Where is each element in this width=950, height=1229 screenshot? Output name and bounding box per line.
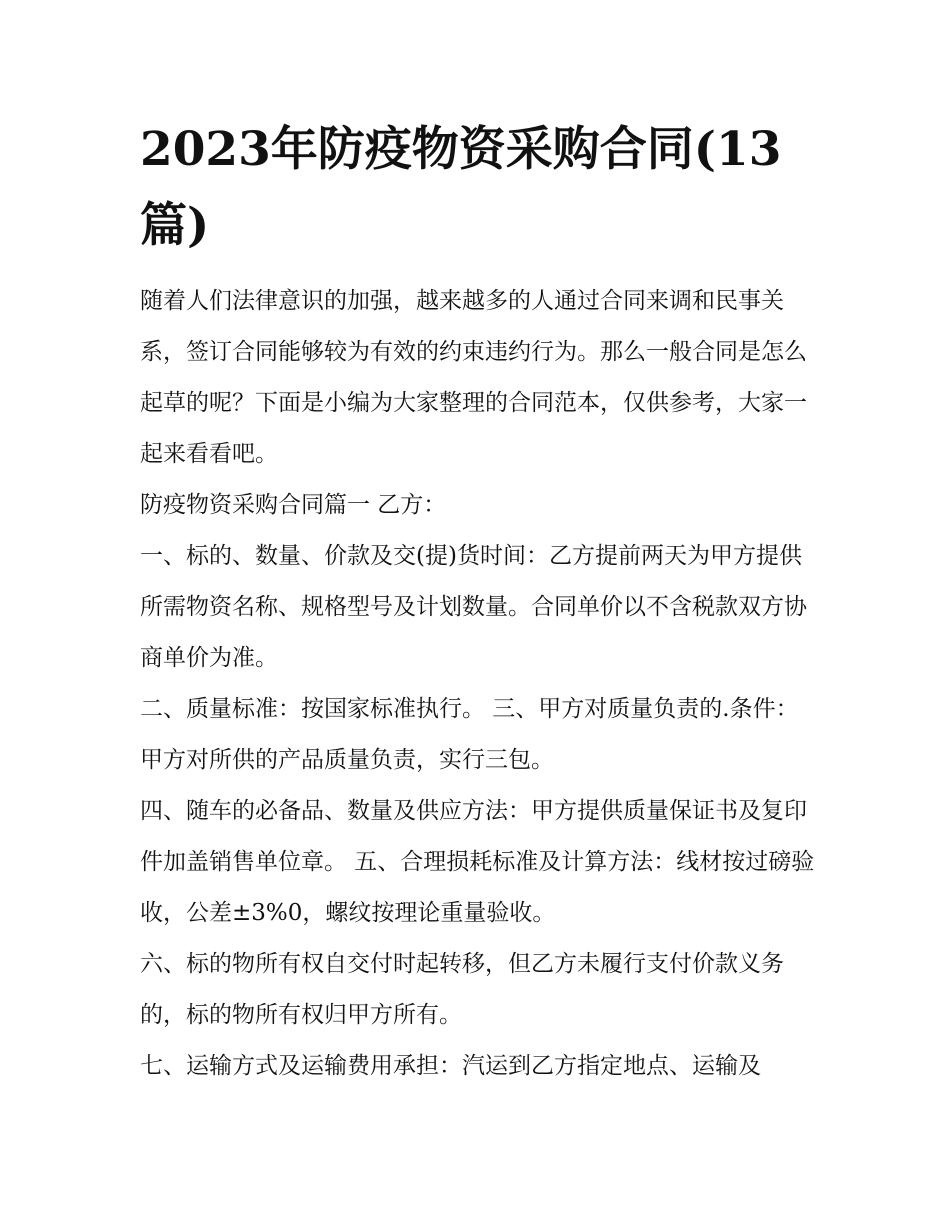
clause-2-3: 二、质量标准：按国家标准执行。 三、甲方对质量负责的.条件：甲方对所供的产品质量负责，实行三包。 — [140, 696, 799, 773]
document-title: 2023年防疫物资采购合同(13篇) — [140, 122, 782, 253]
clause-4-5: 四、随车的必备品、数量及供应方法：甲方提供质量保证书及复印件加盖销售单位章。 五、合理损耗标准及计算方法：线材按过磅验收，公差±3%0，螺纹按理论重量验收。 — [140, 798, 815, 926]
clause-1: 一、标的、数量、价款及交(提)货时间：乙方提前两天为甲方提供所需物资名称、规格型号及计划数量。合同单价以不含税款双方协商单价为准。 — [140, 543, 807, 671]
intro-paragraph: 随着人们法律意识的加强，越来越多的人通过合同来调和民事关系，签订合同能够较为有效的约束违约行为。那么一般合同是怎么起草的呢？下面是小编为大家整理的合同范本，仅供参考，大家一起来看看吧。 — [140, 288, 807, 467]
section-heading: 防疫物资采购合同篇一 乙方： — [140, 492, 447, 518]
clause-6: 六、标的物所有权自交付时起转移，但乙方未履行支付价款义务的，标的物所有权归甲方所有。 — [140, 951, 784, 1028]
document-page — [140, 112, 815, 1092]
clause-7: 七、运输方式及运输费用承担：汽运到乙方指定地点、运输及 — [140, 1053, 761, 1079]
